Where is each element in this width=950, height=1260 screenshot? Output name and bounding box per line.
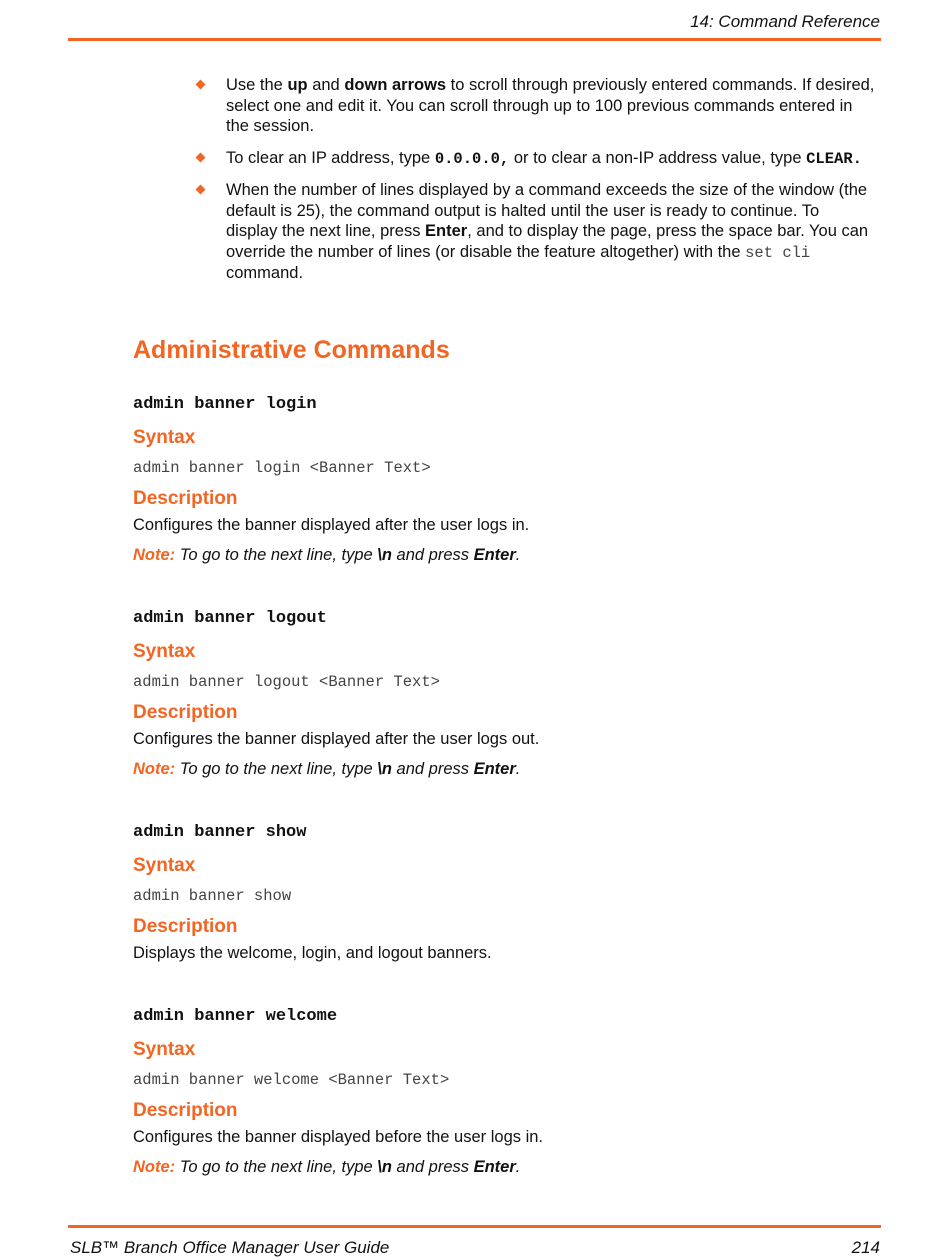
- command-block: [133, 608, 883, 780]
- diamond-bullet-icon: [196, 80, 206, 90]
- command-description: Configures the banner displayed after the user logs in.: [133, 516, 530, 534]
- description-heading: Description: [133, 488, 238, 509]
- description-heading: Description: [133, 916, 238, 937]
- footer-document-title: SLB™ Branch Office Manager User Guide: [70, 1238, 390, 1257]
- command-note: Note: To go to the next line, type \n and press Enter.: [133, 760, 521, 778]
- command-note: Note: To go to the next line, type \n and press Enter.: [133, 546, 521, 564]
- syntax-heading: Syntax: [133, 855, 196, 876]
- command-description: Displays the welcome, login, and logout banners.: [133, 944, 492, 962]
- command-syntax: admin banner show: [133, 887, 292, 905]
- main-content: [133, 330, 883, 1178]
- footer-page-number: 214: [851, 1238, 880, 1257]
- command-block: [133, 1006, 883, 1178]
- description-heading: Description: [133, 1100, 238, 1121]
- list-item: Use the up and down arrows to scroll through previously entered commands. If desired, select one and edit it. You can scroll through up to 100 previous commands entered in the session.: [195, 75, 875, 137]
- command-description: Configures the banner displayed before the user logs in.: [133, 1128, 544, 1146]
- diamond-bullet-icon: [196, 185, 206, 195]
- syntax-heading: Syntax: [133, 427, 196, 448]
- command-description: Configures the banner displayed after the user logs out.: [133, 730, 540, 748]
- command-block: [133, 394, 883, 566]
- command-syntax: admin banner logout <Banner Text>: [133, 673, 440, 691]
- command-note: Note: To go to the next line, type \n and press Enter.: [133, 1158, 521, 1176]
- diamond-bullet-icon: [196, 152, 206, 162]
- command-name: admin banner welcome: [133, 1007, 338, 1026]
- section-title: Administrative Commands: [133, 336, 450, 364]
- command-name: admin banner show: [133, 823, 307, 842]
- list-item: To clear an IP address, type 0.0.0.0, or to clear a non-IP address value, type CLEAR.: [195, 148, 875, 170]
- header-rule: [68, 38, 881, 41]
- command-block: [133, 822, 883, 964]
- command-name: admin banner login: [133, 395, 317, 414]
- tips-list: [195, 75, 875, 295]
- command-syntax: admin banner login <Banner Text>: [133, 459, 431, 477]
- syntax-heading: Syntax: [133, 1039, 196, 1060]
- command-name: admin banner logout: [133, 609, 327, 628]
- page-header-title: 14: Command Reference: [690, 12, 880, 31]
- footer-rule: [68, 1225, 881, 1228]
- list-item: When the number of lines displayed by a command exceeds the size of the window (the default is 25), the command output is halted until the user is ready to continue. To display the next line, press Enter, and to display the page, press the space bar. You can override the number of lines (or disable the feature altogether) with the set cli command.: [195, 180, 875, 284]
- command-syntax: admin banner welcome <Banner Text>: [133, 1071, 450, 1089]
- description-heading: Description: [133, 702, 238, 723]
- syntax-heading: Syntax: [133, 641, 196, 662]
